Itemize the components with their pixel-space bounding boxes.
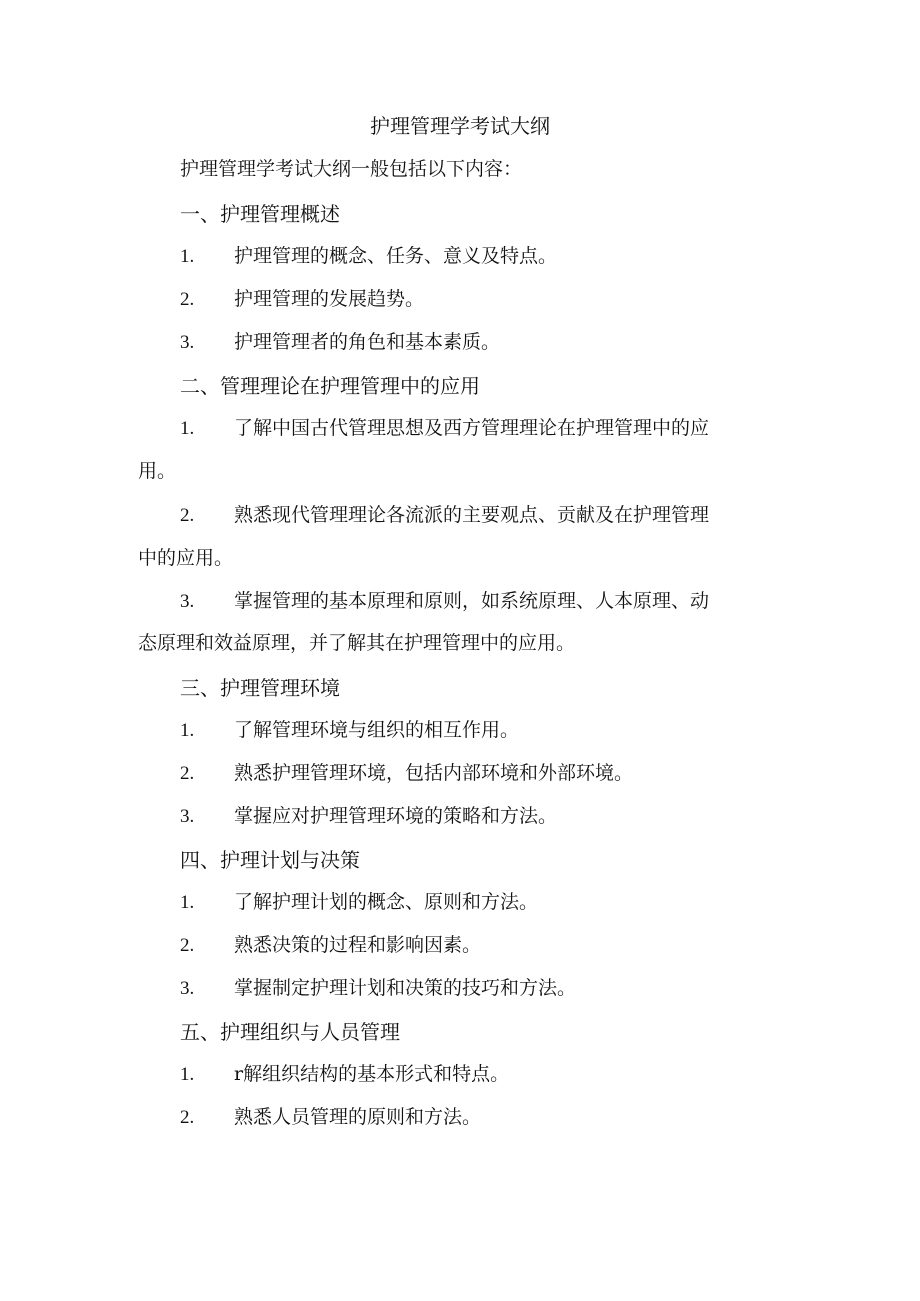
list-item (180, 327, 500, 354)
list-item (180, 973, 576, 1000)
list-item (180, 500, 709, 527)
item-text: 熟悉人员管理的原则和方法。 (234, 1106, 482, 1128)
list-item (180, 284, 424, 311)
list-item (180, 930, 481, 957)
intro-text: 护理管理学考试大纲一般包括以下内容： (180, 158, 523, 180)
section-heading: 二、管理理论在护理管理中的应用 (180, 374, 480, 398)
document-title: 护理管理学考试大纲 (370, 114, 550, 138)
item-continuation: 用。 (138, 460, 177, 482)
list-item (180, 758, 633, 785)
item-number: 3. (180, 332, 195, 353)
list-item (180, 586, 709, 613)
item-number: 1. (180, 720, 195, 741)
item-text: 掌握管理的基本原理和原则，如系统原理、人本原理、动 (234, 590, 710, 612)
item-number: 1. (180, 246, 195, 267)
item-number: 3. (180, 806, 195, 827)
item-number: 2. (180, 763, 195, 784)
item-number: 1. (180, 1064, 195, 1085)
section-heading: 五、护理组织与人员管理 (180, 1020, 400, 1044)
item-text: 护理管理者的角色和基本素质。 (234, 331, 501, 353)
list-item (180, 413, 709, 440)
list-item (180, 887, 538, 914)
item-text: 了解护理计划的概念、原则和方法。 (234, 891, 539, 913)
list-item (180, 241, 557, 268)
section-heading: 一、护理管理概述 (180, 202, 340, 226)
item-text: r解组织结构的基本形式和特点。 (234, 1063, 510, 1085)
item-text: 掌握制定护理计划和决策的技巧和方法。 (234, 977, 577, 999)
item-text: 了解中国古代管理思想及西方管理理论在护理管理中的应 (234, 417, 710, 439)
item-number: 1. (180, 892, 195, 913)
item-continuation: 中的应用。 (138, 547, 234, 569)
list-item (180, 715, 519, 742)
item-text: 掌握应对护理管理环境的策略和方法。 (234, 805, 558, 827)
item-text: 护理管理的概念、任务、意义及特点。 (234, 245, 558, 267)
list-item (180, 1059, 509, 1086)
list-item (180, 801, 557, 828)
section-heading: 四、护理计划与决策 (180, 848, 360, 872)
item-number: 2. (180, 289, 195, 310)
item-text: 熟悉护理管理环境，包括内部环境和外部环境。 (234, 762, 634, 784)
item-number: 2. (180, 505, 195, 526)
item-continuation: 态原理和效益原理，并了解其在护理管理中的应用。 (138, 632, 576, 654)
item-number: 1. (180, 418, 195, 439)
item-number: 3. (180, 978, 195, 999)
section-heading: 三、护理管理环境 (180, 676, 340, 700)
item-text: 护理管理的发展趋势。 (234, 288, 425, 310)
item-number: 2. (180, 935, 195, 956)
item-number: 3. (180, 591, 195, 612)
item-text: 熟悉现代管理理论各流派的主要观点、贡献及在护理管理 (234, 504, 710, 526)
item-number: 2. (180, 1107, 195, 1128)
list-item (180, 1102, 481, 1129)
item-text: 了解管理环境与组织的相互作用。 (234, 719, 520, 741)
item-text: 熟悉决策的过程和影响因素。 (234, 934, 482, 956)
